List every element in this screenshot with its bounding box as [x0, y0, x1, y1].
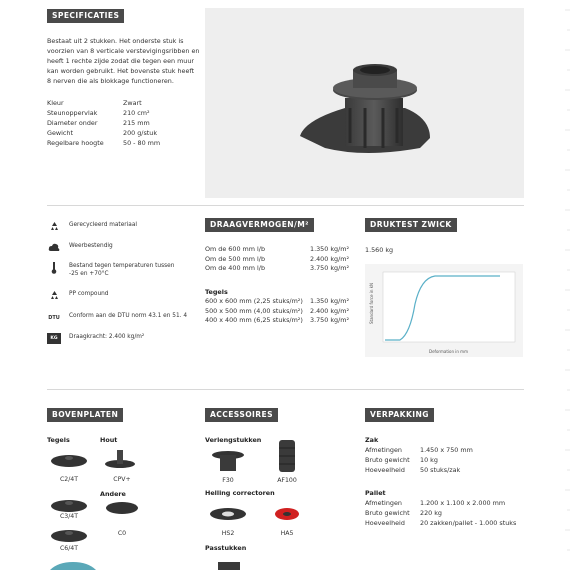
pedestal-image: [205, 8, 524, 198]
pack-row: Afmetingen 1.450 x 750 mm: [365, 446, 473, 454]
druktest-value: 1.560 kg: [365, 246, 394, 254]
passtuk-image: [214, 560, 244, 570]
spec-row: Kleur Zwart: [47, 99, 142, 107]
load-row: Om de 400 mm l/b 3.750 kg/m²: [205, 264, 350, 272]
pack-row: Bruto gewicht 220 kg: [365, 509, 442, 517]
tegels-heading: Tegels: [205, 288, 228, 296]
spec-row: Gewicht 200 g/stuk: [47, 129, 158, 137]
load-row: 500 x 500 mm (4,00 stuks/m²) 2.400 kg/m²: [205, 306, 350, 315]
feature-pp: PP compound: [47, 290, 108, 301]
graph-xlabel: Deformation in mm: [429, 349, 468, 354]
accessory-af100-image: [276, 438, 298, 474]
pallet-table: [365, 498, 516, 528]
zak-table: [365, 445, 473, 475]
bovenplaten-tegels-heading: Tegels: [47, 436, 70, 444]
bovenplaten-title: BOVENPLATEN: [47, 408, 123, 422]
accessory-f30-image: [210, 447, 246, 475]
plate-cpv-image: [104, 448, 136, 470]
accessory-ha5-image: [273, 506, 301, 522]
accessory-f30-caption: F30: [222, 477, 234, 484]
recycle-icon: [47, 221, 61, 232]
accessory-hs2-image: [208, 506, 248, 522]
draagvermogen-title: DRAAGVERMOGEN/M²: [205, 218, 314, 232]
load-row: Om de 600 mm l/b 1.350 kg/m²: [205, 245, 350, 253]
pack-row: Afmetingen 1.200 x 1.100 x 2.000 mm: [365, 499, 506, 507]
helling-heading: Helling correctoren: [205, 489, 275, 497]
pallet-heading: Pallet: [365, 489, 386, 497]
load-row: 600 x 600 mm (2,25 stuks/m²) 1.350 kg/m²: [205, 297, 350, 305]
feature-weather: Weerbestendig: [47, 242, 113, 253]
passtukken-heading: Passtukken: [205, 544, 247, 552]
graph-ylabel: Standard force in kN: [369, 282, 374, 324]
spec-row: Regelbare hoogte 50 - 80 mm: [47, 139, 161, 147]
bovenplaten-hout-heading: Hout: [100, 436, 118, 444]
druktest-title: DRUKTEST ZWICK: [365, 218, 457, 232]
specs-title: SPECIFICATIES: [47, 9, 124, 23]
plate-c6-image: [50, 526, 88, 544]
draagvermogen-table: [205, 245, 349, 274]
load-row: 400 x 400 mm (6,25 stuks/m²) 3.750 kg/m²: [205, 316, 350, 324]
feature-load: KG Draagkracht: 2.400 kg/m²: [47, 333, 144, 344]
accessory-ha5-caption: HA5: [280, 530, 294, 537]
plate-c0-image: [104, 500, 140, 516]
plate-c3-image: [50, 496, 88, 514]
cloud-icon: [47, 242, 61, 253]
accessory-af100-caption: AF100: [277, 477, 297, 484]
recycle-icon: [47, 290, 61, 301]
plate-partial-image: [48, 560, 98, 570]
page-ruler: [556, 0, 570, 570]
zak-heading: Zak: [365, 436, 379, 444]
thermometer-icon: [47, 262, 61, 273]
bovenplaten-andere-heading: Andere: [100, 490, 126, 498]
druktest-graph: [365, 264, 523, 357]
divider: [47, 205, 524, 206]
feature-temperature: Bestand tegen temperaturen tussen -25 en +70°C: [47, 262, 174, 278]
tegels-table: [205, 297, 349, 326]
feature-dtu: DTU Conform aan de DTU norm 43.1 en 51. 4: [47, 312, 187, 323]
load-row: Om de 500 mm l/b 2.400 kg/m²: [205, 254, 350, 263]
plate-c0-caption: C0: [117, 530, 127, 537]
pack-row: Hoeveelheid 20 zakken/pallet - 1.000 stuks: [365, 519, 517, 527]
verpakking-title: VERPAKKING: [365, 408, 434, 422]
plate-c3-caption: C3/4T: [59, 513, 79, 520]
plate-c2-image: [50, 451, 88, 469]
spec-row: Diameter onder 215 mm: [47, 119, 150, 127]
divider: [47, 389, 524, 390]
verlengstukken-heading: Verlengstukken: [205, 436, 262, 444]
plate-c2-caption: C2/4T: [59, 476, 79, 483]
plate-cpv-caption: CPV+: [113, 476, 131, 483]
weight-icon: KG: [47, 333, 61, 344]
pack-row: Hoeveelheid 50 stuks/zak: [365, 466, 461, 474]
dtu-icon: DTU: [48, 314, 60, 321]
plate-c6-caption: C6/4T: [59, 545, 79, 552]
accessory-hs2-caption: HS2: [221, 530, 235, 537]
spec-row: Steunoppervlak 210 cm²: [47, 109, 150, 117]
pack-row: Bruto gewicht 10 kg: [365, 456, 438, 464]
accessoires-title: ACCESSOIRES: [205, 408, 278, 422]
specs-table: [47, 98, 160, 148]
specs-description: Bestaat uit 2 stukken. Het onderste stuk is voorzien van 8 verticale verstevigingsribben en heeft 1 rechte zijde zodat die tegen een muur kan worden gebruikt. Het bovenste stuk heeft 8 nerven die als blokkage functioneren.: [47, 37, 200, 85]
product-photo: [205, 8, 524, 198]
feature-recycled: Gerecycleerd materiaal: [47, 221, 137, 232]
